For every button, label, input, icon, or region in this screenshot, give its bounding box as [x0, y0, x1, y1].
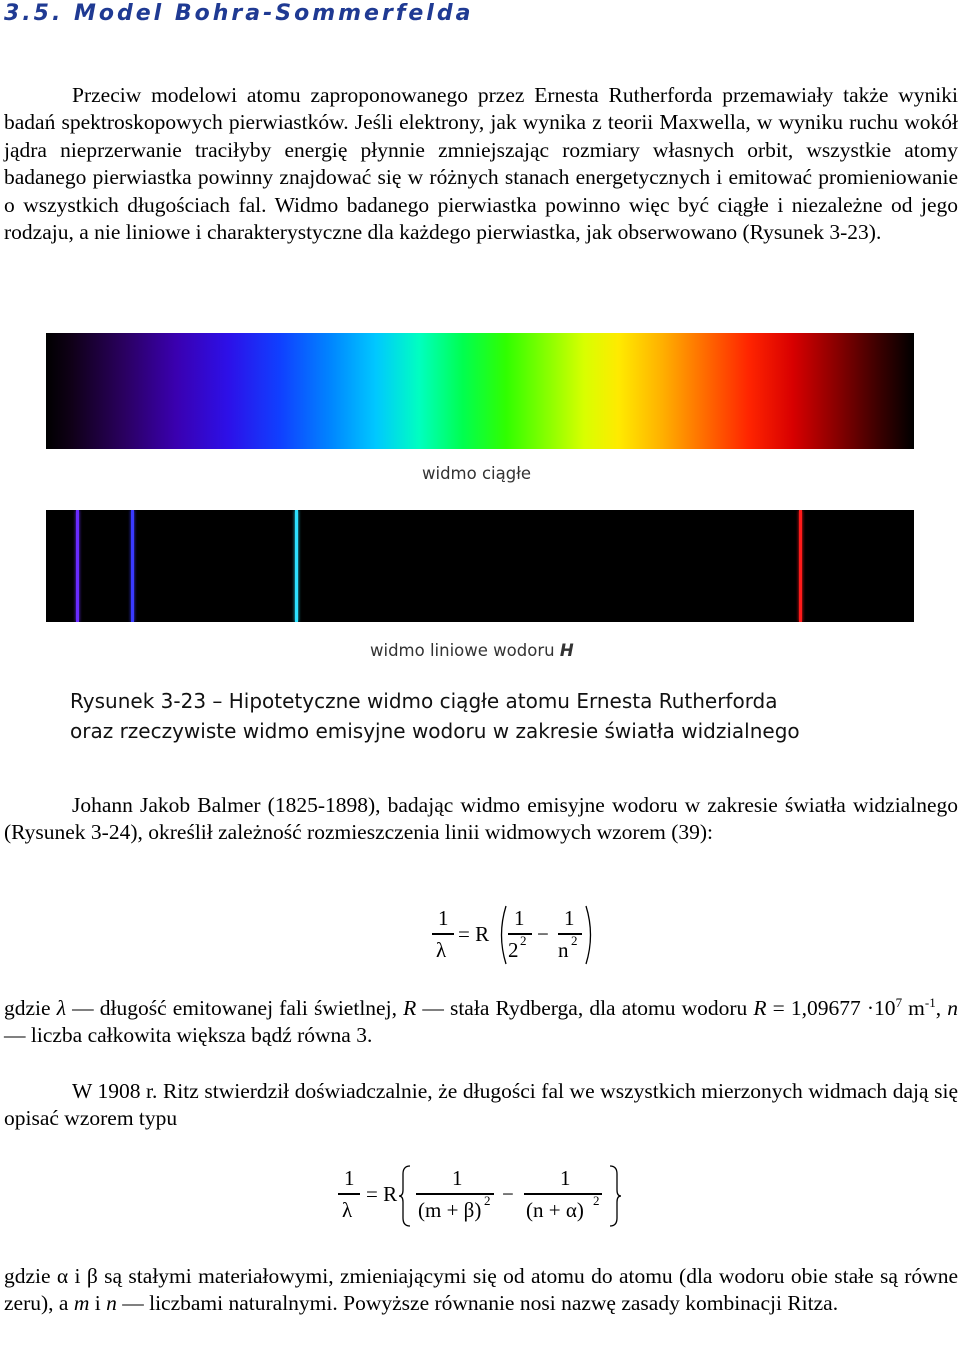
balmer-explanation: gdzie λ — długość emitowanej fali świetlnej, R — stała Rydberga, dla atomu wodoru $R = 1,09677 \cdot 10^7$ $m^{-1}$, n — liczba całkowita większa bądź równa 3. — [4, 994, 959, 1048]
balmer-formula: 1 λ = R 1 2 2 − 1 n 2 — [420, 900, 620, 970]
figure-caption-line-1: Rysunek 3-23 – Hipotetyczne widmo ciągłe atomu Ernesta Rutherforda — [70, 689, 778, 713]
continuous-spectrum-label: widmo ciągłe — [422, 464, 532, 483]
right-paren-icon — [584, 904, 596, 966]
spectral-line-h-alpha — [799, 510, 802, 622]
intro-paragraph: Przeciw modelowi atomu zaproponowanego przez Ernesta Rutherforda przemawiały także wyniki badań spektroskopowych pierwiastków. Jeśli elektrony, jak wynika z teorii Maxwella, w wyniku ruchu wokół jądra nieprzerwanie traciłyby energię płynnie zmniejszając rozmiary własnych orbit, wszystkie atomy badanego pierwiastka powinny znajdować się w różnych stanach energetycznych i emitować promieniowanie o wszystkich długościach fal. Widmo badanego pierwiastka powinno więc być ciągłe i niezależne od jego rodzaju, a nie liniowe i charakterystyczne dla każdego pierwiastka, jak obserwowano (Rysunek 3-23). — [4, 83, 958, 245]
section-heading: 3.5. Model Bohra-Sommerfelda — [4, 1, 474, 26]
hydrogen-line-spectrum-image — [46, 510, 914, 622]
left-brace-icon — [398, 1164, 412, 1228]
spectral-line-h-gamma — [131, 510, 134, 622]
spectral-line-h-delta — [76, 510, 79, 622]
left-paren-icon — [496, 904, 508, 966]
ritz-formula: 1 λ = R 1 (m + β) 2 − 1 (n + α) 2 — [330, 1160, 630, 1232]
continuous-spectrum-image — [46, 333, 914, 449]
balmer-paragraph: Johann Jakob Balmer (1825-1898), badając widmo emisyjne wodoru w zakresie światła widzialnego (Rysunek 3-24), określił zależność rozmieszczenia linii widmowych wzorem (39): — [4, 793, 958, 845]
spectral-line-h-beta — [295, 510, 298, 622]
ritz-explanation: gdzie α i β są stałymi materiałowymi, zmieniającymi się od atomu do atomu (dla wodoru obie stałe są równe zeru), a m i n — liczbami naturalnymi. Powyższe równanie nosi nazwę zasady kombinacji Ritza. — [4, 1264, 958, 1316]
figure-caption-line-2: oraz rzeczywiste widmo emisyjne wodoru w zakresie światła widzialnego — [70, 719, 800, 743]
ritz-paragraph: W 1908 r. Ritz stwierdził doświadczalnie, że długości fal we wszystkich mierzonych widmach dają się opisać wzorem typu — [4, 1079, 958, 1131]
right-brace-icon — [608, 1164, 622, 1228]
hydrogen-spectrum-label: widmo liniowe wodoru H — [370, 641, 574, 660]
